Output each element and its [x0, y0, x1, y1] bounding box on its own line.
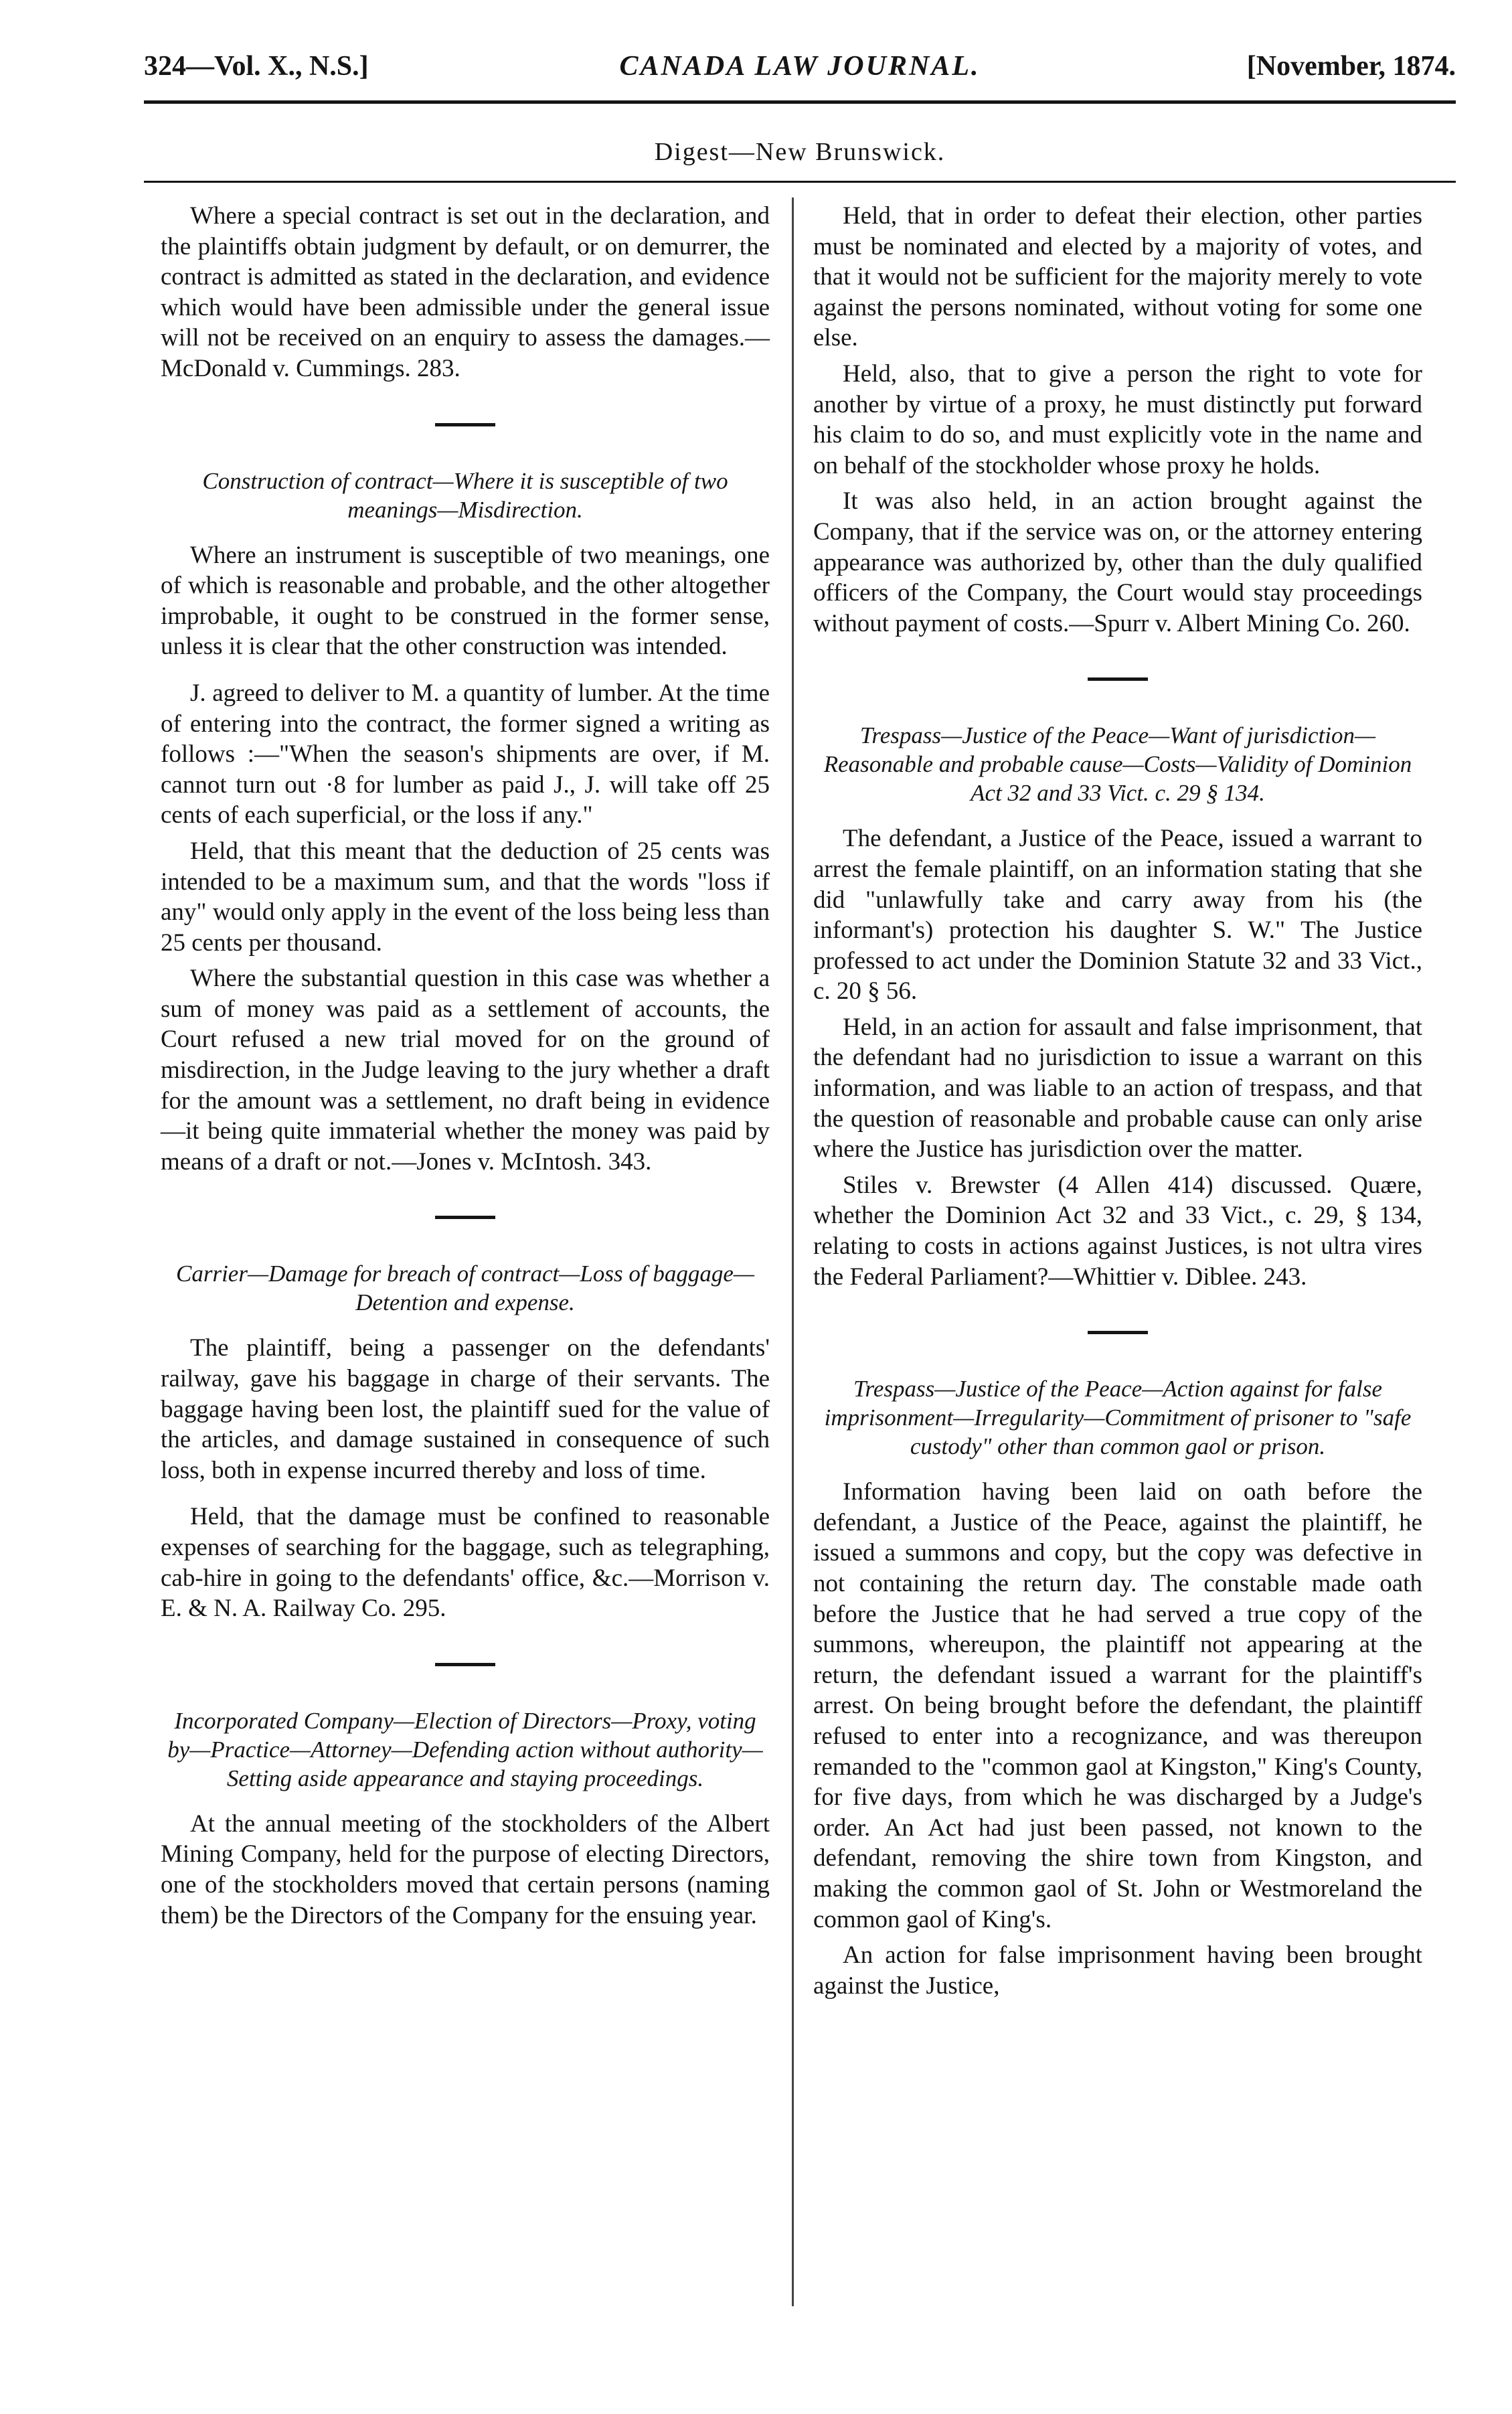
column-divider: [792, 197, 794, 2306]
case-heading: Construction of contract—Where it is susceptible of two meanings—Misdirection.: [202, 467, 728, 523]
paragraph: Held, in an action for assault and false imprisonment, that the defendant had no jurisdiction to issue a warrant on this information, and was liable to an action of trespass, and that the question of reasonable and probable cause can only arise where the Justice has jurisdiction over the matter.: [813, 1013, 1422, 1163]
paragraph: It was also held, in an action brought against the Company, that if the service was on, or the attorney entering appearance was authorized by, other than the duly qualified officers of the Company, the Court would stay proceedings without payment of costs.—Spurr v. Albert Mining Co. 260.: [813, 487, 1422, 637]
case-heading: Trespass—Justice of the Peace—Action against for false imprisonment—Irregularity—Commitment of prisoner to "safe custody" other than common gaol or prison.: [824, 1376, 1412, 1460]
section-separator: [435, 1663, 495, 1666]
paragraph: Where the substantial question in this case was whether a sum of money was paid as a settlement of accounts, the Court refused a new trial moved for on the ground of misdirection, in the Judge leaving to the jury whether a draft for the amount was a settlement, no draft being in evidence—it being quite immaterial whether the money was paid by means of a draft or not.—Jones v. McIntosh. 343.: [161, 965, 770, 1176]
paragraph: Stiles v. Brewster (4 Allen 414) discussed. Quære, whether the Dominion Act 32 and 33 Vict., c. 29, § 134, relating to costs in actions against Justices, is not ultra vires the Federal Parliament?—Whittier v. Diblee. 243.: [813, 1171, 1422, 1291]
section-separator: [1088, 1331, 1148, 1334]
paragraph: Held, that the damage must be confined to reasonable expenses of searching for the baggage, such as telegraphing, cab-hire in going to the defendants' office, &c.—Morrison v. E. & N. A. Railway Co. 295.: [161, 1503, 770, 1623]
paragraph: The defendant, a Justice of the Peace, issued a warrant to arrest the female plaintiff, on an information stating that she did "unlawfully take and carry away from his (the informant's) protection his daughter S. W." The Justice professed to act under the Dominion Statute 32 and 33 Vict., c. 20 § 56.: [813, 825, 1422, 1005]
paragraph: An action for false imprisonment having been brought against the Justice,: [813, 1941, 1422, 2000]
paragraph: The plaintiff, being a passenger on the defendants' railway, gave his baggage in charge of their servants. The baggage having been lost, the plaintiff sued for the value of the articles, and damage sustained in consequence of such loss, both in expense incurred thereby and loss of time.: [161, 1334, 770, 1484]
section-separator: [1088, 677, 1148, 681]
header-rule: [144, 100, 1456, 104]
case-heading: Trespass—Justice of the Peace—Want of jurisdiction—Reasonable and probable cause—Costs—Validity of Dominion Act 32 and 33 Vict. c. 29 § 134.: [823, 722, 1412, 807]
paragraph: Information having been laid on oath before the defendant, a Justice of the Peace, against the plaintiff, he issued a summons and copy, but the copy was defective in not containing the return day. The constable made oath before the Justice that he had served a true copy of the summons, whereupon, the plaintiff not appearing at the return, the defendant issued a warrant for the plaintiff's arrest. On being brought before the defendant, the plaintiff refused to enter into a recognizance, and was thereupon remanded to the "common gaol at Kingston," King's County, for five days, from which he was discharged by a Judge's order. An Act had just been passed, not known to the defendant, removing the shire town from Kingston, and making the common gaol of St. John or Westmoreland the common gaol of King's.: [813, 1478, 1422, 1933]
paragraph: Where a special contract is set out in the declaration, and the plaintiffs obtain judgment by default, or on demurrer, the contract is admitted as stated in the declaration, and evidence which would have been admissible under the general issue will not be received on an enquiry to assess the damages.—McDonald v. Cummings. 283.: [161, 202, 770, 382]
section-title: Digest—New Brunswick.: [654, 138, 946, 166]
paragraph: J. agreed to deliver to M. a quantity of lumber. At the time of entering into the contract, the former signed a writing as follows :—"When the season's shipments are over, if M. cannot turn out ·8 for lumber as paid J., J. will take off 25 cents of each superficial, or the loss if any.": [161, 679, 770, 829]
issue-date: [November, 1874.: [1246, 51, 1456, 82]
section-rule: [144, 181, 1456, 183]
paragraph: Held, that this meant that the deduction of 25 cents was intended to be a maximum sum, and that the words "loss if any" would only apply in the event of the loss being less than 25 cents per thousand.: [161, 837, 770, 957]
paragraph: At the annual meeting of the stockholders of the Albert Mining Company, held for the purpose of electing Directors, one of the stockholders moved that certain persons (naming them) be the Directors of the Company for the ensuing year.: [161, 1809, 770, 1929]
section-separator: [435, 1216, 495, 1219]
left-column: [161, 201, 770, 1931]
section-separator: [435, 423, 495, 426]
paragraph: Where an instrument is susceptible of two meanings, one of which is reasonable and probable, and the other altogether improbable, it ought to be construed in the former sense, unless it is clear that the other construction was intended.: [161, 541, 770, 661]
journal-title: CANADA LAW JOURNAL.: [619, 51, 981, 82]
volume-label: 324—Vol. X., N.S.]: [144, 51, 369, 82]
case-heading: Incorporated Company—Election of Directors—Proxy, voting by—Practice—Attorney—Defending action without authority—Setting aside appearance and staying proceedings.: [167, 1707, 763, 1791]
case-heading: Carrier—Damage for breach of contract—Loss of baggage—Detention and expense.: [176, 1261, 754, 1316]
paragraph: Held, that in order to defeat their election, other parties must be nominated and elected by a majority of votes, and that it would not be sufficient for the majority merely to vote against the persons nominated, without voting for some one else.: [813, 202, 1422, 352]
paragraph: Held, also, that to give a person the right to vote for another by virtue of a proxy, he must distinctly put forward his claim to do so, and must explicitly vote in the name and on behalf of the stockholder whose proxy he holds.: [813, 359, 1422, 479]
right-column: [813, 201, 1422, 2001]
